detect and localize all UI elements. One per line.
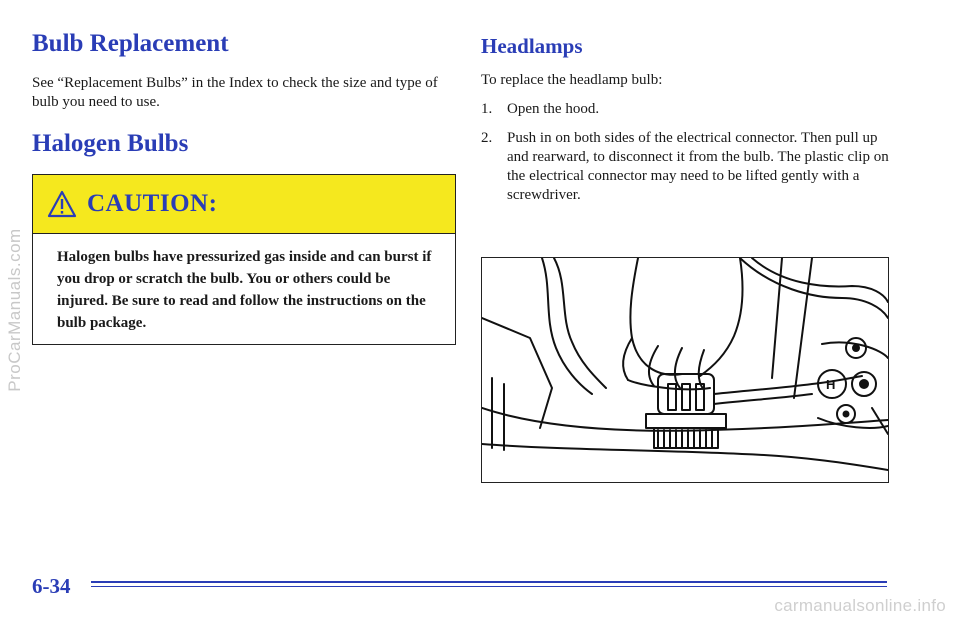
caution-text: Halogen bulbs have pressurized gas inside and can burst if you drop or scratch the bulb. You or others could be injured. Be sure to read and follow the instructions on the bulb package. bbox=[57, 249, 432, 331]
caution-label: CAUTION: bbox=[87, 190, 218, 217]
right-column bbox=[481, 34, 891, 215]
subheading-halogen-bulbs: Halogen Bulbs bbox=[32, 130, 189, 157]
caution-header bbox=[33, 175, 455, 234]
marker-h: H bbox=[826, 377, 836, 392]
step-number: 2. bbox=[481, 130, 493, 146]
intro-paragraph: See “Replacement Bulbs” in the Index to check the size and type of bulb you need to use. bbox=[32, 75, 438, 110]
step-text: Push in on both sides of the electrical connector. Then pull up and rearward, to disconnect it from the bulb. The plastic clip on the electrical connector may need to be lifted gently with a screwdriver. bbox=[507, 130, 889, 203]
headlamps-intro: To replace the headlamp bulb: bbox=[481, 72, 663, 88]
section-heading-bulb-replacement: Bulb Replacement bbox=[32, 30, 229, 57]
step-item bbox=[481, 100, 891, 119]
step-number: 1. bbox=[481, 101, 493, 117]
footer-rule bbox=[91, 581, 887, 589]
step-item bbox=[481, 129, 891, 205]
bottom-watermark: carmanualsonline.info bbox=[774, 596, 946, 615]
side-watermark: ProCarManuals.com bbox=[5, 228, 24, 392]
page-number: 6-34 bbox=[32, 574, 71, 598]
section-heading-headlamps: Headlamps bbox=[481, 34, 583, 58]
headlamp-illustration bbox=[481, 257, 889, 483]
steps-list bbox=[481, 100, 891, 205]
caution-box bbox=[32, 174, 456, 345]
left-column bbox=[32, 30, 457, 345]
headlamp-drawing bbox=[482, 258, 888, 482]
step-text: Open the hood. bbox=[507, 101, 600, 117]
warning-triangle-icon bbox=[47, 190, 77, 218]
